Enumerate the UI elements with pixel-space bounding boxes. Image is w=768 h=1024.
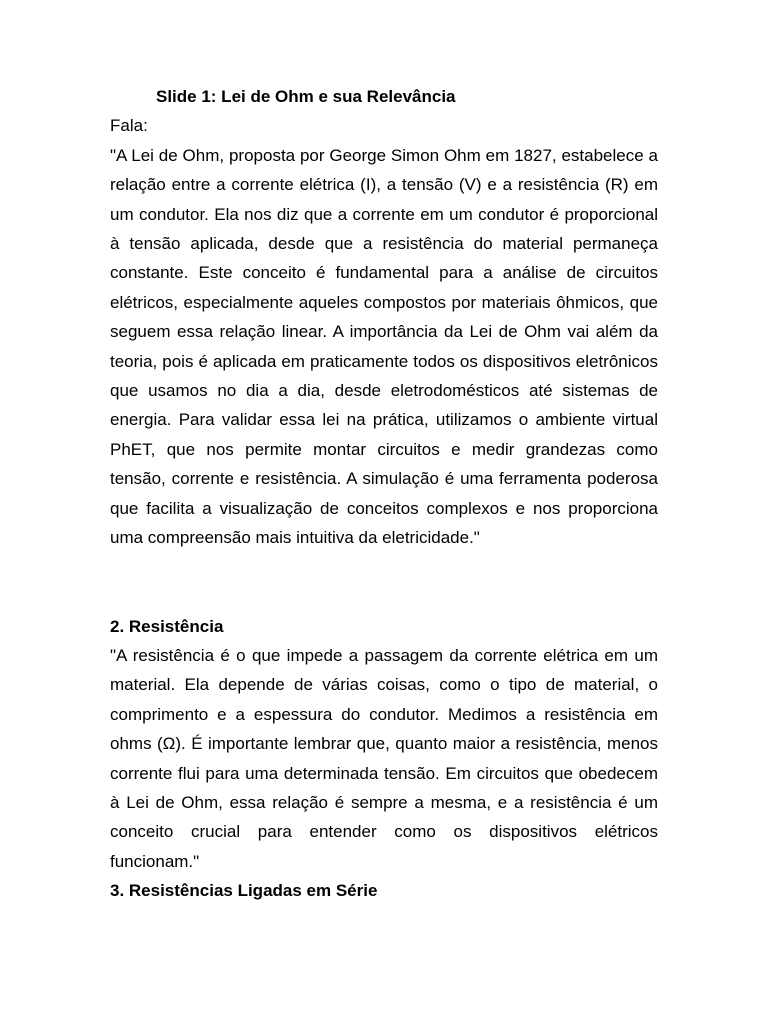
- section-3-title: 3. Resistências Ligadas em Série: [110, 881, 378, 901]
- section-spacer: [110, 553, 658, 612]
- slide-1-title: Slide 1: Lei de Ohm e sua Relevância: [156, 87, 456, 106]
- slide-1-speech-paragraph: "A Lei de Ohm, proposta por George Simon Ohm em 1827, estabelece a relação entre a corrente elétrica (I), a tensão (V) e a resistência (R) em um condutor. Ela nos diz que a corrente em um condutor é proporcional à tensão aplicada, desde que a resistência do material permaneça constante. Este conceito é fundamental para a análise de circuitos elétricos, especialmente aqueles compostos por materiais ôhmicos, que seguem essa relação linear. A importância da Lei de Ohm vai além da teoria, pois é aplicada em praticamente todos os dispositivos eletrônicos que usamos no dia a dia, desde eletrodomésticos até sistemas de energia. Para validar essa lei na prática, utilizamos o ambiente virtual PhET, que nos permite montar circuitos e medir grandezas como tensão, corrente e resistência. A simulação é uma ferramenta poderosa que facilita a visualização de conceitos complexos e nos proporciona uma compreensão mais intuitiva da eletricidade.": [110, 145, 658, 548]
- section-2-paragraph: "A resistência é o que impede a passagem da corrente elétrica em um material. Ela depende de várias coisas, como o tipo de material, o comprimento e a espessura do condutor. Medimos a resistência em ohms (Ω). É importante lembrar que, quanto maior a resistência, menos corrente flui para uma determinada tensão. Em circuitos que obedecem à Lei de Ohm, essa relação é sempre a mesma, e a resistência é um conceito crucial para entender como os dispositivos elétricos funcionam.": [110, 645, 658, 871]
- document-body: [110, 82, 658, 906]
- section-2-title: 2. Resistência: [110, 616, 224, 636]
- speaker-label: Fala:: [110, 116, 148, 136]
